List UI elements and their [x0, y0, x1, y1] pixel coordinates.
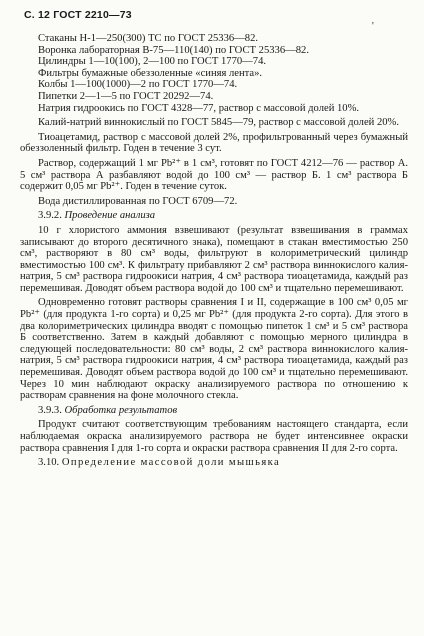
section-heading-3-9-2	[20, 210, 408, 222]
reagent-paragraph: Калий-натрий виннокислый по ГОСТ 5845—79, раствор с массовой долей 20%.	[38, 117, 400, 129]
section-title: Определение массовой доли мышьяка	[61, 457, 281, 469]
page-header: С. 12 ГОСТ 2210—73	[24, 9, 132, 21]
procedure-paragraph: Одновременно готовят растворы сравнения I и II, содержащие в 100 см³ 0,05 мг Pb²⁺ (для продукта 1-го сорта) и 0,25 мг Pb²⁺ (для продукта 2-го сорта). Для этого в два колориметрических цилиндра вводят с помощью пипеток 1 см³ и 5 см³ раствора Б соответственно. Затем в каждый добавляют с помощью мерного цилиндра в следующей последовательности: 80 см³ воды, 2 см³ раствора виннокислого калия-натрия, 5 см³ раствора гидроокиси натрия, 4 см³ раствора тиоацетамида, каждый раз перемешивая. Доводят объем раствора водой до 100 см³ и тщательно перемешивают. Через 10 мин наблюдают окраску анализируемого раствора по отношению к растворам сравнения на фоне молочного стекла.	[20, 297, 408, 402]
equipment-item: Фильтры бумажные обеззоленные «синяя лента».	[38, 67, 263, 79]
equipment-item: Колбы 1—100(1000)—2 по ГОСТ 1770—74.	[38, 79, 238, 91]
section-heading-3-9-3	[20, 405, 408, 417]
reagent-paragraph: Натрия гидроокись по ГОСТ 4328—77, раствор с массовой долей 10%.	[38, 102, 360, 114]
equipment-item: Цилиндры 1—10(100), 2—100 по ГОСТ 1770—74.	[38, 56, 267, 68]
section-heading-3-10	[20, 457, 408, 469]
equipment-item: Пипетки 2—1—5 по ГОСТ 20292—74.	[38, 90, 214, 102]
margin-mark: '	[372, 21, 374, 32]
result-paragraph: Продукт считают соответствующим требованиям настоящего стандарта, если наблюдаемая окраска анализируемого раствора не будет интенсивнее окраски раствора сравнения I для 1-го сорта и окраски раствора сравнения II для 2-го сорта.	[20, 419, 408, 454]
section-title: Обработка результатов	[64, 404, 178, 416]
reagent-paragraph: Тиоацетамид, раствор с массовой долей 2%, профильтрованный через бумажный обеззоленный фильтр. Годен в течение 3 сут.	[20, 131, 408, 155]
reagent-paragraph: Вода дистиллированная по ГОСТ 6709—72.	[38, 195, 238, 207]
equipment-item: Воронка лабораторная В-75—110(140) по ГОСТ 25336—82.	[38, 44, 309, 56]
document-body	[20, 33, 408, 472]
section-number: 3.9.3.	[38, 404, 62, 416]
section-number: 3.9.2.	[38, 210, 62, 222]
section-title: Проведение анализа	[64, 210, 156, 222]
reagent-paragraph: Раствор, содержащий 1 мг Pb²⁺ в 1 см³, готовят по ГОСТ 4212—76 — раствор А. 5 см³ раствора А разбавляют водой до 100 см³ — раствор Б. 1 см³ раствора Б содержит 0,05 мг Pb²⁺. Годен в течение суток.	[20, 157, 408, 193]
section-number: 3.10.	[38, 457, 60, 469]
equipment-item: Стаканы Н-1—250(300) ТС по ГОСТ 25336—82.	[38, 33, 259, 44]
procedure-paragraph: 10 г хлористого аммония взвешивают (результат взвешивания в граммах записывают до второго десятичного знака), помещают в стакан вместимостью 250 см³, растворяют в 80 см³ воды, фильтруют в колориметрический цилиндр вместимостью 100 см³. К фильтрату прибавляют 2 см³ раствора виннокислого калия-натрия, 5 см³ раствора гидроокиси натрия, 4 см³ раствора тиоацетамида, каждый раз перемешивая. Доводят объем раствора водой до 100 см³ и тщательно перемешивают.	[20, 224, 408, 294]
